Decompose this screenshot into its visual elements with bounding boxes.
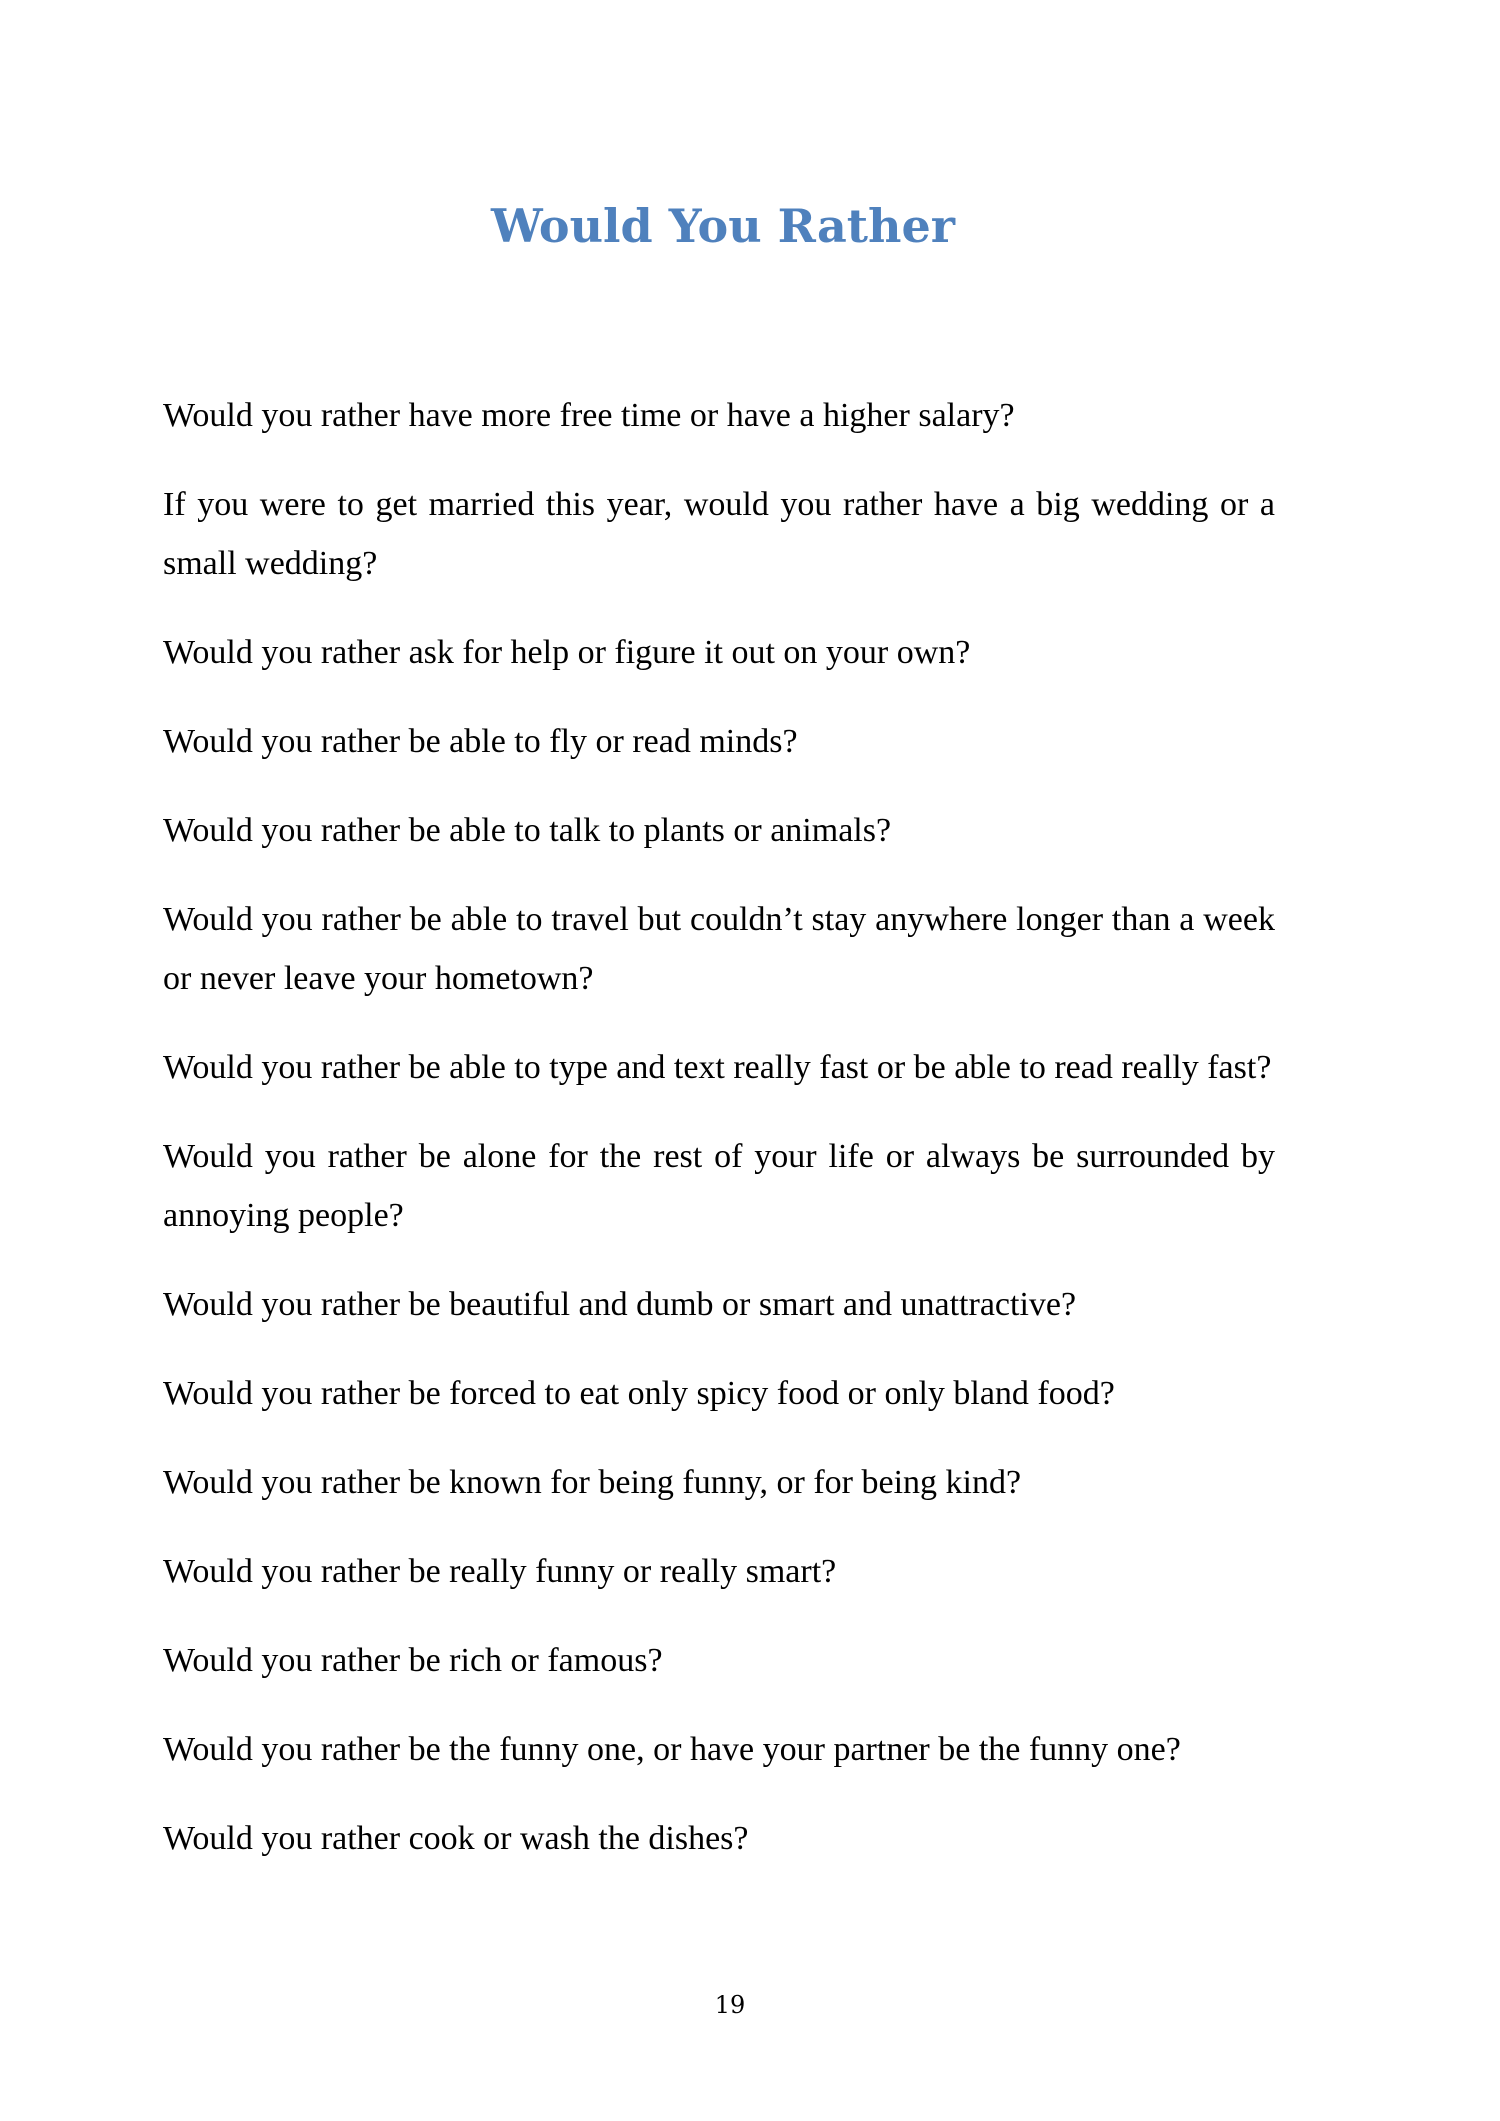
question-item: Would you rather be beautiful and dumb or smart and unattractive? <box>163 1286 1077 1323</box>
page-title: Would You Rather <box>491 199 955 253</box>
question-item: Would you rather be really funny or really smart? <box>163 1553 837 1590</box>
question-item: Would you rather be able to type and text really fast or be able to read really fast? <box>163 1049 1272 1086</box>
question-item: Would you rather be the funny one, or have your partner be the funny one? <box>163 1731 1181 1768</box>
question-item: Would you rather be able to talk to plants or animals? <box>163 812 892 849</box>
question-item: Would you rather be able to fly or read minds? <box>163 723 798 760</box>
question-item: Would you rather be forced to eat only spicy food or only bland food? <box>163 1375 1115 1412</box>
page-number: 19 <box>714 1991 746 2019</box>
question-item: Would you rather be known for being funny, or for being kind? <box>163 1464 1022 1501</box>
question-item: Would you rather be rich or famous? <box>163 1642 663 1679</box>
question-item: Would you rather be alone for the rest of your life or always be surrounded by annoying people? <box>163 1138 1275 1234</box>
question-item: Would you rather ask for help or figure it out on your own? <box>163 634 971 671</box>
question-item: Would you rather be able to travel but couldn’t stay anywhere longer than a week or never leave your hometown? <box>163 901 1275 997</box>
question-item: Would you rather have more free time or have a higher salary? <box>163 397 1015 434</box>
question-item: Would you rather cook or wash the dishes? <box>163 1820 749 1857</box>
question-item: If you were to get married this year, would you rather have a big wedding or a small wedding? <box>163 486 1275 582</box>
question-list <box>163 386 1275 1898</box>
